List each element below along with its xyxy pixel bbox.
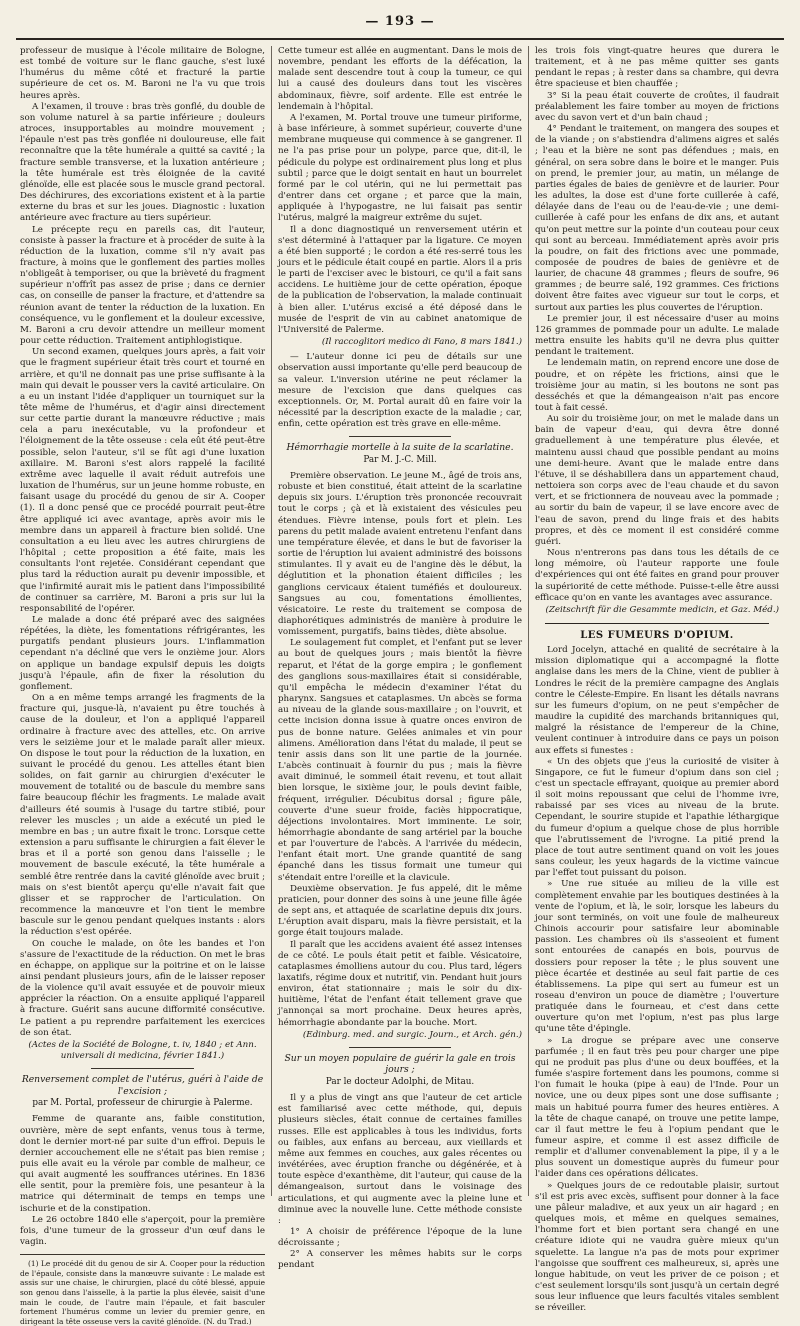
paragraph: Le soulagement fut complet, et l'enfant put se lever au bout de quelques jours ; mais bientôt la fièvre reparut, et l'état de la gorge empira ; le gonflement des ganglions sous-maxillaires était si considérable, qu'il empêcha le médecin d'examiner l'état du pharynx. Sangsues et cataplasmes. Un abcès se forma au niveau de la glande sous-maxillaire ; on l'ouvrit, et cette incision donna issue à quatre onces environ de pus de bonne nature. Gelées animales et vin pour alimens. Amélioration dans l'état du malade, il peut se tenir assis dans son lit une partie de la journée. L'abcès continuait à fournir du pus ; mais la fièvre avait diminué, le sommeil était revenu, et tout allait bien lorsque, le sixième jour, le pouls devint faible, fréquent, irrégulier. Décubitus dorsal ; figure pâle, couverte d'une sueur froide, faciès hippocratique, déjections involontaires. Mort imminente. Le soir, hémorrhagie abondante de sang artériel par la bouche et par l'ouverture de l'abcès. A l'arrivée du médecin, l'enfant était mort. Une grande quantité de sang épanché dans les tissus formait une tumeur qui s'étendait entre l'oreille et la clavicule.: [278, 638, 522, 883]
page-number: — 193 —: [365, 14, 435, 29]
paragraph: Il y a plus de vingt ans que l'auteur de cet article est familiarisé avec cette méthode, qui, depuis plusieurs siècles, était connue de certaines familles russes. Elle est applicables à tous les individus, forts ou faibles, aux enfans au berceau, aux vieillards et même aux femmes en couches, aux gales récentes ou invétérées, avec éruption franche ou dégénérée, et à toute espèce d'exanthème, dit l'auteur, qui cause de la démangeaison, surtout dans le voisinage des articulations, et qui augmente avec la pleine lune et diminue avec la nouvelle lune. Cette méthode consiste :: [278, 1093, 522, 1226]
list-item: 1° A choisir de préférence l'époque de la lune décroissante ;: [278, 1226, 522, 1249]
footnote-text: (1) Le procédé dit du genou de sir A. Cooper pour la réduction de l'épaule, consiste dans la manœuvre suivante : Le malade est assis sur une chaise, le chirurgien, placé du côté blessé, appuie son genou dans l'aisselle, à la partie la plus élevée, saisit d'une main le coude, de l'autre main l'épaule, et fait basculer fortement l'humérus comme un levier du premier genre, en dirigeant la tête osseuse vers la cavité glénoïde. (N. du Trad.): [20, 1259, 265, 1326]
paragraph: professeur de musique à l'école militaire de Bologne, est tombé de voiture sur le flanc gauche, s'est luxé l'humérus du même côté et fracturé la partie supérieure de cet os. M. Baroni ne l'a vu que trois heures après.: [20, 46, 265, 101]
paragraph: Le premier jour, il est nécessaire d'user au moins 126 grammes de pommade pour un adulte. Le malade mettra ensuite les habits qu'il ne devra plus quitter pendant le traitement.: [535, 313, 779, 358]
paragraph: « Un des objets que j'eus la curiosité de visiter à Singapore, ce fut le fumeur d'opium dans son ciel ; c'est un spectacle effrayant, quoique au premier abord il soit moins repoussant que celui de l'homme ivre, rabaissé par ses vices au niveau de la brute. Cependant, le sourire stupide et l'apathie léthargique du fumeur d'opium a quelque chose de plus horrible que l'abrutissement de l'ivrogne. La pitié prend la place de tout autre sentiment quand on voit les joues sans couleur, les yeux hagards de la victime vaincue par l'effet tout puissant du poison.: [535, 756, 779, 879]
article-author: Par le docteur Adolphi, de Mitau.: [325, 1076, 475, 1087]
article-author: par M. Portal, professeur de chirurgie à Palerme.: [32, 1098, 253, 1109]
paragraph: Nous n'entrerons pas dans tous les détails de ce long mémoire, où l'auteur rapporte une foule d'expériences qui ont été faites en grand pour prouver la supériorité de cette méthode. Puisse-t-elle être aussi efficace qu'on en vante les avantages avec assurance.: [535, 548, 779, 603]
source-citation: (Il raccoglitori medico di Fano, 8 mars 1841.): [321, 337, 522, 348]
divider: [91, 1068, 194, 1069]
divider: [545, 623, 769, 624]
source-citation: (Edinburg. med. and surgic. Journ., et Arch. gén.): [302, 1029, 522, 1040]
article-title: Sur un moyen populaire de guérir la gale en trois jours ;: [284, 1052, 516, 1076]
article-title: Renversement complet de l'utérus, guéri à l'aide de l'excision ;: [21, 1074, 264, 1097]
paragraph: Cette tumeur est allée en augmentant. Dans le mois de novembre, pendant les efforts de la défécation, la malade sent descendre tout à coup la tumeur, ce qui lui a causé des douleurs dans tout les viscères abdominaux, fièvre, soif ardente. Elle est entrée le lendemain à l'hôpital.: [278, 46, 522, 112]
paragraph: — L'auteur donne ici peu de détails sur une observation aussi importante qu'elle perd beaucoup de sa valeur. L'inversion utérine ne peut réclamer la mesure de l'excision que dans quelques cas exceptionnels. Or, M. Portal aurait dû en faire voir la nécessité par la description exacte de la maladie ; car, enfin, cette opération est très grave en elle-même.: [278, 352, 522, 430]
source-citation: (Zeitschrift für die Gesammte medicin, et Gaz. Méd.): [545, 604, 779, 615]
paragraph: » La drogue se prépare avec une conserve parfumée ; il en faut très peu pour charger une pipe qui ne produit pas plus d'une ou deux bouffées, et la fumée s'aspire fortement dans les poumons, comme si l'on fumait le houka (pipe à eau) de l'Inde. Pour un novice, une ou deux pipes sont une dose suffisante ; mais un habitué pourra fumer des heures entières. A la tête de chaque canapé, on trouve une petite lampe, car il faut mettre le feu à l'opium pendant que le fumeur aspire, et comme il est assez difficile de remplir et d'allumer convenablement la pipe, il y a le plus souvent un domestique auprès du fumeur pour l'aider dans ces opérations délicates.: [535, 1035, 779, 1180]
paragraph: On couche le malade, on ôte les bandes et l'on s'assure de l'exactitude de la réduction. On met le bras en échappe, on applique sur la poitrine et on le laisse ainsi pendant plusieurs jours, afin de le laisser reposer de la violence qu'il avait essuyée et de pouvoir mieux apprécier la réaction. On a ensuite appliqué l'appareil à fracture. Guérit sans aucune difformité consécutive. Le patient a pu reprendre parfaitement les exercices de son état.: [20, 938, 265, 1038]
article-author: Par M. J.-C. Mill.: [363, 454, 437, 465]
source-citation: (Actes de la Société de Bologne, t. iv, 1840 ; et Ann. universali di medicina, février 1841.): [28, 1039, 257, 1062]
paragraph: Première observation. Le jeune M., âgé de trois ans, robuste et bien constitué, était atteint de la scarlatine depuis six jours. L'éruption très prononcée recouvrait tout le corps ; çà et là existaient des vésicules peu étendues. Fièvre intense, pouls fort et plein. Les parens du petit malade avaient entretenu l'enfant dans une température élevée, et dans le but de favoriser la sortie de l'éruption lui avaient administré des boissons stimulantes. Il y avait eu de l'angine dès le début, la déglutition et la phonation étaient difficiles ; les ganglions cervicaux étaient tuméfiés et douloureux. Sangsues au cou, fomentations émollientes, vésicatoire. Le reste du traitement se composa de diaphorétiques administrés de manière à produire le vomissement, purgatifs, bains tièdes, diète absolue.: [278, 470, 522, 638]
divider: [349, 436, 451, 437]
paragraph: Le 26 octobre 1840 elle s'aperçoit, pour la première fois, d'une tumeur de la grosseur d'un œuf dans le vagin.: [20, 1214, 265, 1248]
paragraph: Femme de quarante ans, faible constitution, ouvrière, mère de sept enfants, venus tous à terme, dont le dernier mort-né par suite d'un effroi. Depuis le dernier accouchement elle ne s'était pas bien remise ; puis elle avait eu la vérole par comble de malheur, ce qui avait augmenté les souffrances utérines. En 1836 elle sentit, pour la première fois, une pesanteur à la matrice qui déterminait de temps en temps une ischurie et de la constipation.: [20, 1114, 265, 1214]
paragraph: » Quelques jours de ce redoutable plaisir, surtout s'il est pris avec excès, suffisent pour donner à la face une pâleur maladive, et aux yeux un air hagard ; en quelques mois, et même en quelques semaines, l'homme fort et bien portant sera changé en une créature idiote qui ne vaudra guère mieux qu'un squelette. La langue n'a pas de mots pour exprimer l'angoisse que souffrent ces malheureux, si, après une longue habitude, on veut les priver de ce poison ; et c'est seulement lorsqu'ils sont jusqu'à un certain degré sous leur influence que leurs facultés vitales semblent se réveiller.: [535, 1180, 779, 1314]
article-body: [278, 1093, 522, 1272]
article-title: Hémorrhagie mortelle à la suite de la scarlatine.: [286, 442, 514, 454]
column-2: [271, 46, 528, 1271]
column-1: [14, 46, 271, 1326]
paragraph: Il paraît que les accidens avaient été assez intenses de ce côté. Le pouls était petit et faible. Vésicatoire, cataplasmes émolliens autour du cou. Plus tard, légers laxatifs, régime doux et nutritif, vin. Pendant huit jours environ, état stationnaire ; mais le soir du dix-huitième, l'état de l'enfant était tellement grave que j'annonçai sa mort prochaine. Deux heures après, hémorrhagie abondante par la bouche. Mort.: [278, 939, 522, 1028]
paragraph: Le malade a donc été préparé avec des saignées répétées, la diète, les fomentations réfrigérantes, les purgatifs pendant plusieurs jours. L'inflammation cependant n'a décliné que vers le onzième jour. Alors on applique un bandage expulsif depuis les doigts jusqu'à l'épaule, afin de fixer la résolution du gonflement.: [20, 614, 265, 692]
list-item: 3° Si la peau était couverte de croûtes, il faudrait préalablement les faire tomber au moyen de frictions avec du savon vert et d'un bain chaud ;: [535, 90, 779, 123]
footnote: [20, 1254, 265, 1326]
paragraph: Le lendemain matin, on reprend encore une dose de poudre, et on répète les frictions, ainsi que le troisième jour au matin, si les boutons ne sont pas desséchés et que la démangeaison n'ait pas encore tout à fait cessé.: [535, 358, 779, 413]
columns: [14, 46, 786, 1326]
paragraph: Le précepte reçu en pareils cas, dit l'auteur, consiste à passer la fracture et à procéder de suite à la réduction de la luxation, comme s'il n'y avait pas fracture, à moins que le gonflement des parties molles n'obligeât à temporiser, ou que la brièveté du fragment supérieur n'offrît pas assez de prise ; dans ce dernier cas, on conseille de panser la fracture, et d'attendre sa réunion avant de tenter la réduction de la luxation. En conséquence, vu le gonflement et la douleur excessive, M. Baroni a cru devoir attendre un meilleur moment pour cette réduction. Traitement antiphlogistique.: [20, 224, 265, 347]
paragraph: Deuxième observation. Je fus appelé, dit le même praticien, pour donner des soins à une jeune fille âgée de sept ans, et attaquée de scarlatine depuis dix jours. L'éruption avait disparu, mais la fièvre persistait, et la gorge était toujours malade.: [278, 883, 522, 939]
list-item: 2° A conserver les mêmes habits sur le corps pendant: [278, 1249, 522, 1271]
list-item: 4° Pendant le traitement, on mangera des soupes et de la viande ; on s'abstiendra d'alimens aigres et salés ; l'eau et la bière ne sont pas défendues ; mais, en général, on sera sobre dans le boire et le manger. Puis on prend, le premier jour, au matin, un mélange de parties égales de baies de genièvre et de laurier. Pour les adultes, la dose est d'une forte cuillerée à café, délayée dans de l'eau ou de l'eau-de-vie ; une demi-cuillerée à café pour les enfans de dix ans, et autant qu'on peut mettre sur la pointe d'un couteau pour ceux qui sont au berceau. Immédiatement après avoir pris la poudre, on fait des frictions avec une pommade, composée de poudres de baies de genièvre et de laurier, de chacune 48 grammes ; fleurs de soufre, 96 grammes ; de beurre salé, 192 grammes. Ces frictions doivent être faites avec vigueur sur tout le corps, et surtout aux parties les plus couvertes de l'éruption.: [535, 124, 779, 313]
divider: [349, 1047, 451, 1048]
page-header: [16, 10, 784, 40]
paragraph: » Une rue située au milieu de la ville est complètement envahie par les boutiques destinées à la vente de l'opium, et là, le soir, lorsque les labeurs du jour sont terminés, on voit une foule de malheureux Chinois accourir pour satisfaire leur abominable passion. Les chambres où ils s'asseoient et fument sont entourées de canapés en bois, pourvus de dossiers pour reposer la tête ; le plus souvent une pièce écartée et destinée au seul fait partie de ces établissemens. La pipe qui sert au fumeur est un roseau d'environ un pouce de diamètre ; l'ouverture pratiquée dans le fourneau, et c'est dans cette ouverture qu'on met l'opium, n'est pas plus large qu'une tête d'épingle.: [535, 879, 779, 1035]
paragraph: les trois fois vingt-quatre heures que durera le traitement, et à ne pas même quitter ses gants pendant le repas ; à rester dans sa chambre, qui devra être spacieuse et bien chauffée ;: [535, 46, 779, 90]
column-3: [528, 46, 785, 1314]
paragraph: Il a donc diagnostiqué un renversement utérin et s'est déterminé à l'attaquer par la ligature. Ce moyen a été bien supporté ; le cordon a été res-serré tous les jours et le pédicule était coupé en partie. Alors il a pris le parti de l'exciser avec le bistouri, ce qu'il a fait sans accidens. Le huitième jour de cette opération, époque de la publication de l'observation, la malade continuait à bien aller. L'utérus excisé a été déposé dans le musée de l'esprit de vin au cabinet anatomique de l'Université de Palerme.: [278, 224, 522, 335]
section-title: LES FUMEURS D'OPIUM.: [580, 629, 734, 641]
paragraph: Lord Jocelyn, attaché en qualité de secrétaire à la mission diplomatique qui a accompagné la flotte anglaise dans les mers de la Chine, vient de publier à Londres le récit de la première campagne des Anglais contre le Céleste-Empire. En lisant les détails navrans sur les fumeurs d'opium, on ne peut s'empêcher de maudire la cupidité des marchands britanniques qui, malgré la résistance de l'empereur de la Chine, veulent continuer à introduire dans ce pays un poison aux effets si funestes :: [535, 645, 779, 756]
paragraph: A l'examen, M. Portal trouve une tumeur piriforme, à base inférieure, à sommet supérieur, couverte d'une membrane muqueuse qui commence à se gangrener. Il ne l'a pas prise pour un polype, parce que, dit-il, le pédicule du polype est ordinairement plus long et plus subtil ; parce que le doigt sentait en haut un bourrelet formé par le col utérin, qui ne lui permettait pas d'entrer dans cet organe ; et parce que la main, appliquée à l'hypogastre, ne lui faisait pas sentir l'utérus, malgré la maigreur extrême du sujet.: [278, 112, 522, 224]
paragraph: A l'examen, il trouve : bras très gonflé, du double de son volume naturel à sa partie inférieure ; douleurs atroces, insupportables au moindre mouvement ; l'épaule n'est pas très gonflée ni douloureuse, elle fait reconnaître que la tête humérale a quitté sa cavité ; la fracture semble transverse, et la luxation antérieure ; la tête humérale est très éloignée de la cavité glénoïde, elle est placée sous le muscle grand pectoral. Des déchirures, des excoriations existent et à la partie externe du bras et sur les joues. Diagnostic : luxation antérieure avec fracture au tiers supérieur.: [20, 101, 265, 224]
paragraph: Au soir du troisième jour, on met le malade dans un bain de vapeur d'eau, qui devra être donné graduellement à une température plus élevée, et maintenu aussi chaud que possible pendant au moins une demi-heure. Avant que le malade entre dans l'étuve, il se déshabillera dans un appartement chaud, nettoiera son corps avec de l'eau chaude et du savon vert, et se frictionnera de nouveau avec la pommade ; au sortir du bain de vapeur, il se lave encore avec de l'eau de savon, prend du linge frais et des habits propres, et dès ce moment il est considéré comme guéri.: [535, 414, 779, 547]
paragraph: Un second examen, quelques jours après, a fait voir que le fragment supérieur était très court et tourné en arrière, et qu'il ne donnait pas une prise suffisante à la main qui devait le pousser vers la cavité articulaire. On a eu un instant l'idée d'appliquer un tourniquet sur la tête même de l'humérus, et d'agir ainsi directement sur cette partie durant la manœuvre réductive ; mais cela a paru inexécutable, vu la profondeur et l'éloignement de la tête osseuse : cela eût été peut-être possible, selon l'auteur, s'il se fût agi d'une luxation axillaire. M. Baroni s'est alors rappelé la facilité extrême avec laquelle il avait réduit autrefois une luxation de l'humérus, sur un jeune homme robuste, en faisant usage du procédé du genou de sir A. Cooper (1). Il a donc pensé que ce procédé pourrait peut-être être appliqué ici avec avantage, après avoir mis le membre dans un appareil à fracture bien solidé. Une consultation a eu lieu avec les autres chirurgiens de l'hôpital ; cette proposition a été faite, mais les consultants l'ont rejetée. Considérant cependant que plus tard la réduction aurait pu devenir impossible, et que l'infirmité aurait mis le patient dans l'impossibilité de continuer sa carrière, M. Baroni a pris sur lui la responsabilité de l'opérer.: [20, 347, 265, 614]
paragraph: On a en même temps arrangé les fragments de la fracture qui, jusque-là, n'avaient pu être touchés à cause de la douleur, et l'on a appliqué l'appareil ordinaire à fracture avec des attelles, etc. On arrive vers le seizième jour et le malade paraît aller mieux. On dispose le tout pour la réduction de la luxation, en suivant le procédé du genou. Les attelles étant bien solides, on fait garnir au chirurgien d'exécuter le mouvement de totalité ou de bascule du membre sans faire beaucoup fléchir les fragments. Le malade avait d'ailleurs été soumis à l'usage du tartre stibié, pour relever les muscles ; un aide a exécuté un pied le membre en bas ; un autre fixait le tronc. Lorsque cette extension a paru suffisante le chirurgien a fait élever le bras et il a porté son genou dans l'aisselle ; le mouvement de bascule exécuté, la tête humérale a semblé être rentrée dans la cavité glénoïde avec bruit ; mais on s'est bientôt aperçu qu'elle n'avait fait que glisser et se rapprocher de l'articulation. On recommence la manœuvre et l'on tient le membre bascule sur le genou pendant quelques instants : alors la réduction s'est opérée.: [20, 693, 265, 938]
